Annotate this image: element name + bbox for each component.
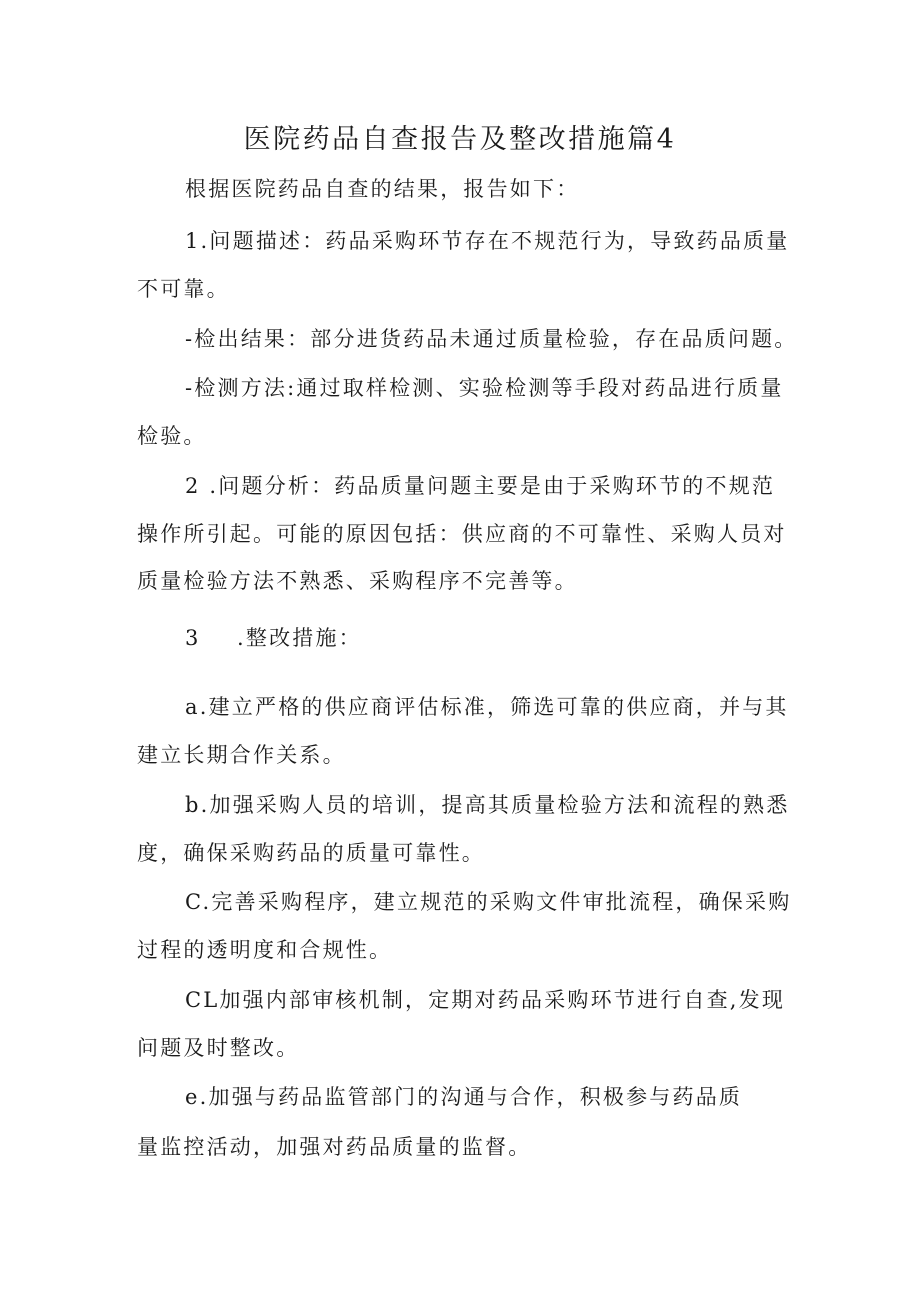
section3-label: .整改措施：	[237, 626, 362, 650]
method-line1: -检测方法:通过取样检测、实验检测等手段对药品进行质量	[185, 376, 784, 400]
measure-a-line2: 建立长期合作关系。	[137, 743, 346, 767]
section3-heading	[185, 623, 362, 653]
section2-line3: 质量检验方法不熟悉、采购程序不完善等。	[137, 569, 578, 593]
result-paragraph: -检出结果：部分进货药品未通过质量检验，存在品质问题。	[185, 327, 798, 351]
measure-d-line1: CL加强内部审核机制，定期对药品采购环节进行自查,发现	[185, 988, 786, 1012]
section2-line2: 操作所引起。可能的原因包括：供应商的不可靠性、采购人员对	[137, 522, 787, 546]
section3-number: 3	[185, 626, 201, 650]
measure-e-line1: e.加强与药品监管部门的沟通与合作，积极参与药品质	[185, 1085, 743, 1109]
measure-e-line2: 量监控活动，加强对药品质量的监督。	[137, 1135, 532, 1159]
method-line2: 检验。	[137, 424, 207, 448]
measure-c-line1: C.完善采购程序，建立规范的采购文件审批流程，确保采购	[185, 890, 792, 914]
section2-line1: 2 .问题分析：药品质量问题主要是由于采购环节的不规范	[185, 474, 776, 498]
section1-line2: 不可靠。	[137, 277, 230, 301]
intro-paragraph: 根据医院药品自查的结果，报告如下：	[185, 177, 580, 201]
measure-d-line2: 问题及时整改。	[137, 1036, 300, 1060]
measure-b-line1: b.加强采购人员的培训，提高其质量检验方法和流程的熟悉	[185, 793, 790, 817]
measure-c-line2: 过程的透明度和合规性。	[137, 938, 393, 962]
document-title: 医院药品自查报告及整改措施篇4	[243, 124, 677, 155]
measure-a-line1: a.建立严格的供应商评估标准，筛选可靠的供应商，并与其	[185, 695, 789, 719]
measure-b-line2: 度，确保采购药品的质量可靠性。	[137, 841, 485, 865]
section1-line1: 1.问题描述：药品采购环节存在不规范行为，导致药品质量	[185, 229, 790, 253]
